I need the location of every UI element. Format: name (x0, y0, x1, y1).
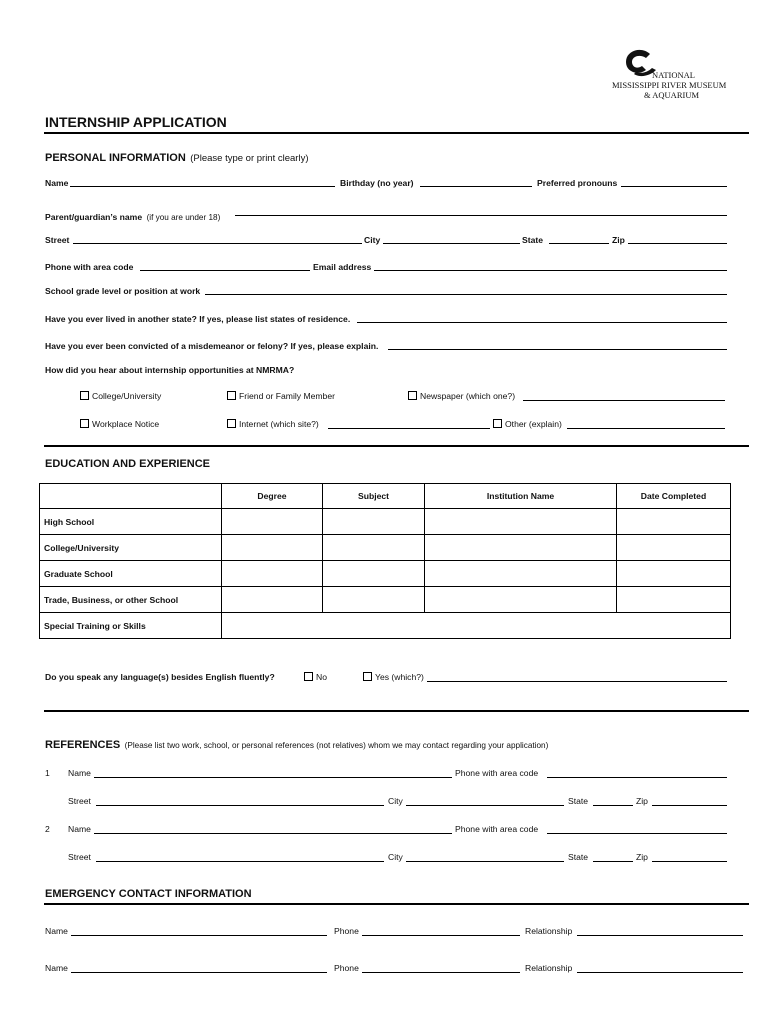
city-field[interactable] (383, 243, 520, 244)
table-cell[interactable] (323, 509, 425, 535)
logo-line-2: MISSISSIPPI RIVER MUSEUM (612, 80, 727, 90)
emergency1-name-field[interactable] (71, 935, 327, 936)
lived-field[interactable] (357, 322, 727, 323)
references-heading: REFERENCES (Please list two work, school, or personal references (not relatives) whom we may contact regarding your application) (45, 739, 549, 751)
table-cell[interactable] (617, 535, 731, 561)
option-college[interactable]: College/University (80, 391, 161, 401)
ref2-city-label: City (388, 852, 403, 862)
emergency-rule (44, 903, 749, 905)
school-label: School grade level or position at work (45, 286, 201, 296)
emergency1-phone-field[interactable] (362, 935, 520, 936)
checkbox-icon[interactable] (493, 419, 502, 428)
education-heading: EDUCATION AND EXPERIENCE (45, 458, 211, 470)
emergency1-relationship-field[interactable] (577, 935, 743, 936)
table-cell[interactable] (617, 509, 731, 535)
table-header-cell: Degree (222, 484, 323, 509)
checkbox-icon[interactable] (227, 391, 236, 400)
pronouns-field[interactable] (621, 186, 727, 187)
table-cell[interactable] (222, 509, 323, 535)
ref2-phone-field[interactable] (547, 833, 727, 834)
table-cell[interactable] (425, 535, 617, 561)
ref1-zip-field[interactable] (652, 805, 727, 806)
row-label: High School (40, 509, 222, 535)
table-cell[interactable] (222, 587, 323, 613)
ref2-street-label: Street (68, 852, 91, 862)
language-label: Do you speak any language(s) besides English fluently? (45, 672, 275, 682)
table-header-row (40, 484, 731, 509)
zip-field[interactable] (628, 243, 727, 244)
emergency2-phone-field[interactable] (362, 972, 520, 973)
table-row (40, 561, 731, 587)
ref2-city-field[interactable] (406, 861, 564, 862)
street-field[interactable] (73, 243, 362, 244)
checkbox-icon[interactable] (80, 419, 89, 428)
table-cell[interactable] (222, 535, 323, 561)
education-table (39, 483, 731, 639)
guardian-field[interactable] (235, 215, 727, 216)
ref1-zip-label: Zip (636, 796, 648, 806)
table-cell[interactable] (425, 509, 617, 535)
education-rule (44, 710, 749, 712)
table-header-cell: Institution Name (425, 484, 617, 509)
emergency2-relationship-field[interactable] (577, 972, 743, 973)
table-header-cell (40, 484, 222, 509)
city-label: City (364, 235, 381, 245)
birthday-label: Birthday (no year) (340, 178, 414, 188)
ref2-name-field[interactable] (94, 833, 452, 834)
emergency1-name-label: Name (45, 926, 68, 936)
table-row (40, 535, 731, 561)
table-cell[interactable] (425, 587, 617, 613)
guardian-label: Parent/guardian’s name (if you are under 18) (45, 212, 221, 222)
table-cell[interactable] (222, 613, 731, 639)
ref2-state-field[interactable] (593, 861, 633, 862)
name-field[interactable] (70, 186, 335, 187)
table-cell[interactable] (617, 561, 731, 587)
ref1-number: 1 (45, 768, 50, 778)
checkbox-icon[interactable] (227, 419, 236, 428)
form-title: INTERNSHIP APPLICATION (45, 114, 227, 130)
ref1-street-label: Street (68, 796, 91, 806)
emergency2-name-field[interactable] (71, 972, 327, 973)
language-field[interactable] (427, 681, 727, 682)
newspaper-field[interactable] (523, 400, 725, 401)
checkbox-icon[interactable] (363, 672, 372, 681)
table-cell[interactable] (425, 561, 617, 587)
emergency1-relationship-label: Relationship (525, 926, 573, 936)
checkbox-icon[interactable] (80, 391, 89, 400)
convicted-field[interactable] (388, 349, 727, 350)
table-row (40, 587, 731, 613)
checkbox-icon[interactable] (304, 672, 313, 681)
ref1-name-label: Name (68, 768, 91, 778)
ref1-name-field[interactable] (94, 777, 452, 778)
row-label: Trade, Business, or other School (40, 587, 222, 613)
other-field[interactable] (567, 428, 725, 429)
ref1-phone-label: Phone with area code (455, 768, 539, 778)
table-row (40, 509, 731, 535)
table-header-cell: Subject (323, 484, 425, 509)
phone-field[interactable] (140, 270, 310, 271)
logo-line-1: NATIONAL (652, 70, 695, 80)
ref1-phone-field[interactable] (547, 777, 727, 778)
ref1-city-field[interactable] (406, 805, 564, 806)
checkbox-icon[interactable] (408, 391, 417, 400)
row-label: Graduate School (40, 561, 222, 587)
emergency-heading: EMERGENCY CONTACT INFORMATION (45, 888, 252, 900)
option-friend[interactable]: Friend or Family Member (227, 391, 335, 401)
phone-label: Phone with area code (45, 262, 134, 272)
ref2-phone-label: Phone with area code (455, 824, 539, 834)
emergency2-phone-label: Phone (334, 963, 359, 973)
table-cell[interactable] (323, 535, 425, 561)
zip-label: Zip (612, 235, 625, 245)
birthday-field[interactable] (420, 186, 532, 187)
table-header-cell: Date Completed (617, 484, 731, 509)
ref1-state-field[interactable] (593, 805, 633, 806)
hear-label: How did you hear about internship opportunities at NMRMA? (45, 365, 295, 375)
ref2-number: 2 (45, 824, 50, 834)
ref1-state-label: State (568, 796, 589, 806)
personal-rule (44, 445, 749, 447)
lived-label: Have you ever lived in another state? If yes, please list states of residence. (45, 314, 351, 324)
ref2-name-label: Name (68, 824, 91, 834)
ref2-zip-field[interactable] (652, 861, 727, 862)
name-label: Name (45, 178, 69, 188)
option-workplace[interactable]: Workplace Notice (80, 419, 159, 429)
table-cell[interactable] (323, 587, 425, 613)
language-yes-option[interactable]: Yes (which?) (363, 672, 424, 682)
option-other[interactable]: Other (explain) (493, 419, 562, 429)
school-field[interactable] (205, 294, 727, 295)
convicted-label: Have you ever been convicted of a misdemeanor or felony? If yes, please explain. (45, 341, 379, 351)
table-cell[interactable] (323, 561, 425, 587)
ref1-street-field[interactable] (96, 805, 384, 806)
language-no-option[interactable]: No (304, 672, 327, 682)
emergency2-name-label: Name (45, 963, 68, 973)
state-field[interactable] (549, 243, 609, 244)
pronouns-label: Preferred pronouns (537, 178, 618, 188)
table-cell[interactable] (617, 587, 731, 613)
table-cell[interactable] (222, 561, 323, 587)
row-label: College/University (40, 535, 222, 561)
ref2-state-label: State (568, 852, 589, 862)
personal-heading: PERSONAL INFORMATION (Please type or print clearly) (45, 152, 309, 164)
email-field[interactable] (374, 270, 727, 271)
ref2-zip-label: Zip (636, 852, 648, 862)
museum-logo (608, 46, 743, 104)
option-internet[interactable]: Internet (which site?) (227, 419, 319, 429)
emergency2-relationship-label: Relationship (525, 963, 573, 973)
title-rule (44, 132, 749, 134)
email-label: Email address (313, 262, 372, 272)
logo-line-3: & AQUARIUM (644, 90, 700, 100)
option-newspaper[interactable]: Newspaper (which one?) (408, 391, 515, 401)
internet-field[interactable] (328, 428, 490, 429)
emergency1-phone-label: Phone (334, 926, 359, 936)
street-label: Street (45, 235, 70, 245)
ref1-city-label: City (388, 796, 403, 806)
table-row (40, 613, 731, 639)
ref2-street-field[interactable] (96, 861, 384, 862)
state-label: State (522, 235, 544, 245)
row-label: Special Training or Skills (40, 613, 222, 639)
